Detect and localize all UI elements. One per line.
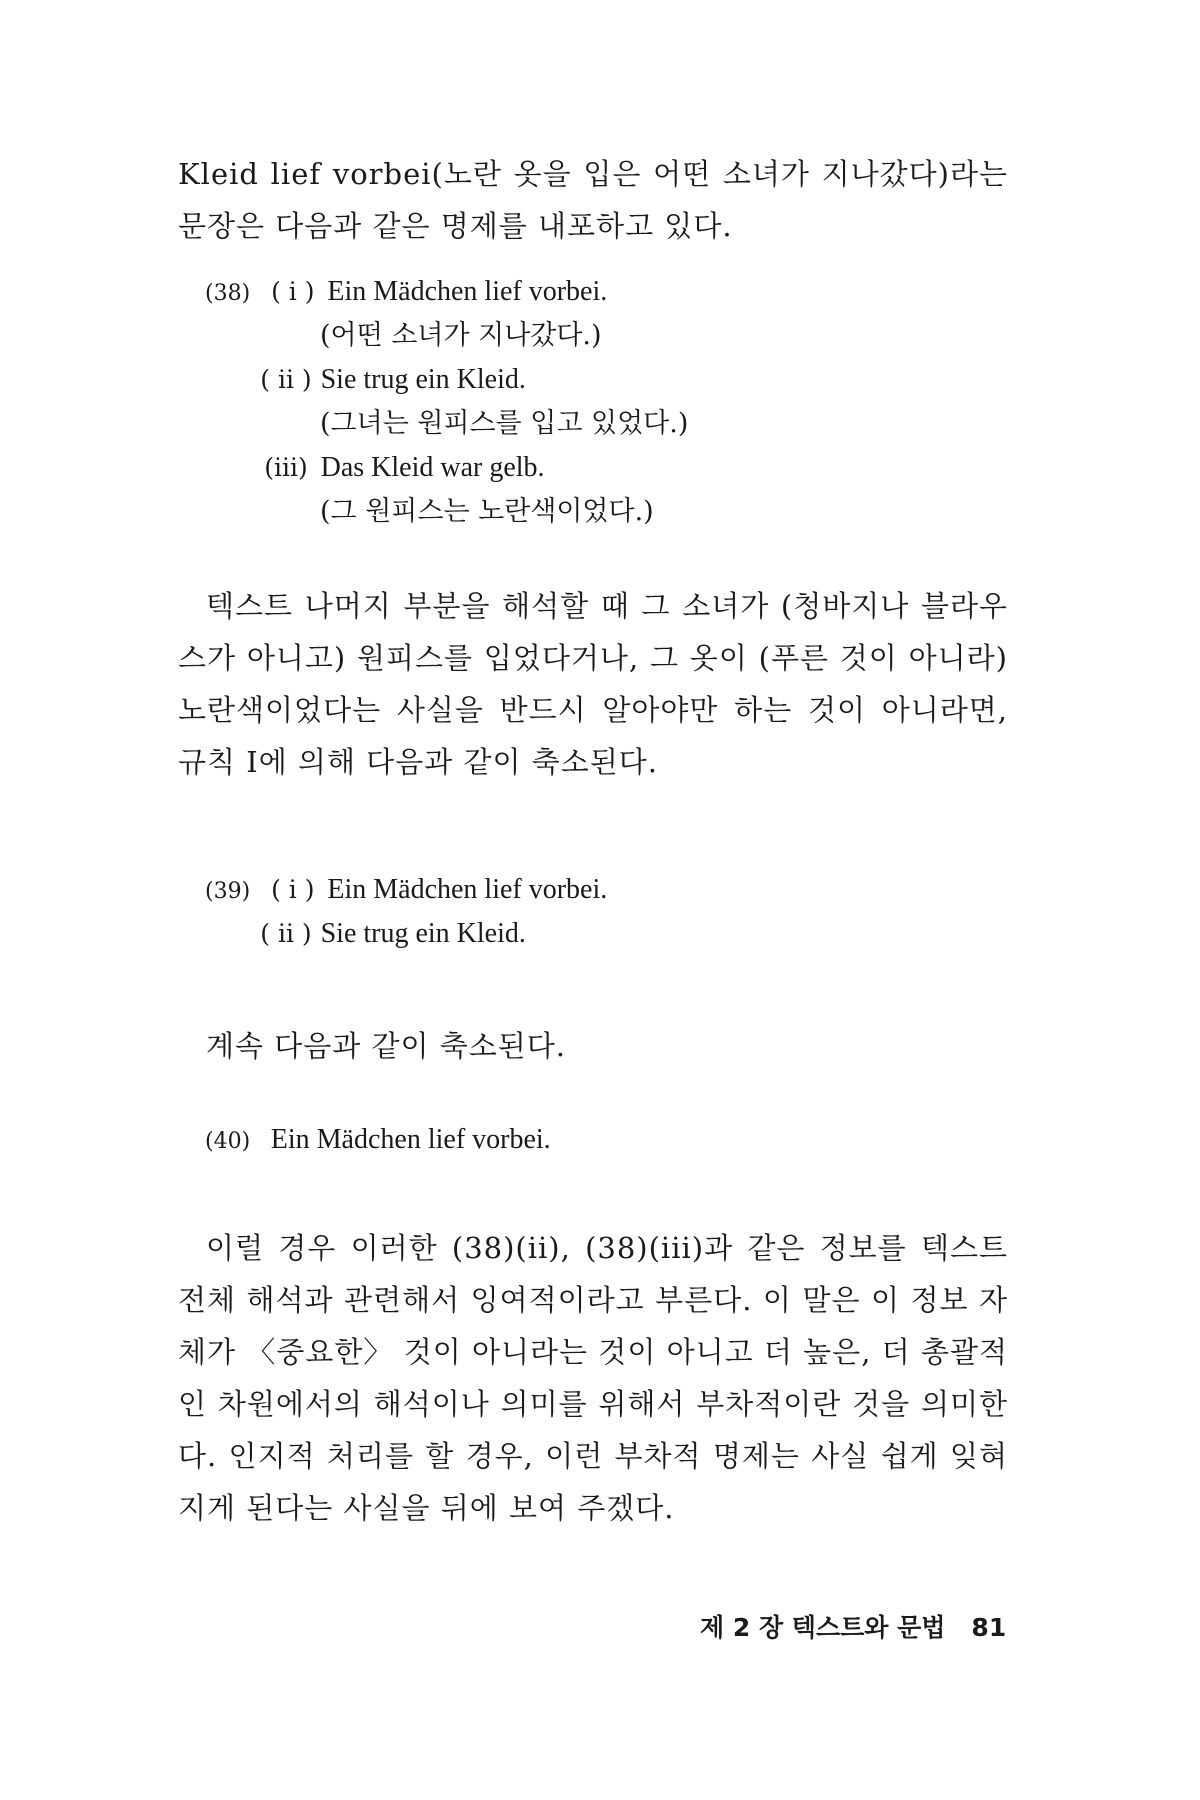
- paragraph-intro: Kleid lief vorbei(노란 옷을 입은 어떤 소녀가 지나갔다)라는 문장은 다음과 같은 명제를 내포하고 있다.: [178, 157, 1008, 243]
- paragraph-redundancy: 이럴 경우 이러한 (38)(ii), (38)(iii)과 같은 정보를 텍스트 전체 해석과 관련해서 잉여적이라고 부른다. 이 말은 이 정보 자체가 〈중요한〉 것이 아니라는 것이 아니고 더 높은, 더 총괄적인 차원에서의 해석이나 의미를 위해서 부차적이란 것을 의미한다. 인지적 처리를 할 경우, 이런 부차적 명제는 사실 쉽게 잊혀지게 된다는 사실을 뒤에 보여 주겠다.: [178, 1231, 1008, 1525]
- example-number: (39): [205, 879, 251, 904]
- page-number: 81: [971, 1613, 1007, 1642]
- example-39-line-2: [260, 912, 526, 956]
- example-39-line-1: [205, 868, 607, 914]
- example-german-sentence: Ein Mädchen lief vorbei.: [327, 874, 608, 905]
- example-german-sentence: Ein Mädchen lief vorbei.: [327, 276, 608, 307]
- paragraph-reduction: 텍스트 나머지 부분을 해석할 때 그 소녀가 (청바지나 블라우스가 아니고) 원피스를 입었다거나, 그 옷이 (푸른 것이 아니라) 노란색이었다는 사실을 반드시 알아야만 하는 것이 아니라면, 규칙 Ⅰ에 의해 다음과 같이 축소된다.: [178, 589, 1008, 779]
- chapter-title: 제 2 장 텍스트와 문법: [700, 1613, 946, 1642]
- example-item-label: ( i ): [271, 277, 315, 306]
- example-38-line-3: [260, 358, 526, 402]
- example-item-label: ( ii ): [260, 919, 312, 948]
- example-german-sentence: Das Kleid war gelb.: [320, 452, 545, 483]
- example-number: (40): [205, 1129, 251, 1154]
- example-38-line-2: (어떤 소녀가 지나갔다.): [320, 320, 602, 351]
- example-item-label: (iii): [264, 453, 308, 482]
- example-item-label: ( ii ): [260, 365, 312, 394]
- paragraph-continued-reduction: 계속 다음과 같이 축소된다.: [206, 1029, 567, 1063]
- example-german-sentence: Sie trug ein Kleid.: [320, 364, 526, 395]
- example-38-line-1: [205, 270, 607, 316]
- example-38-line-5: [260, 446, 545, 490]
- example-german-sentence: Ein Mädchen lief vorbei.: [270, 1124, 551, 1155]
- example-number: (38): [205, 281, 251, 306]
- example-item-label: ( i ): [271, 875, 315, 904]
- example-german-sentence: Sie trug ein Kleid.: [320, 918, 526, 949]
- example-38-line-4: (그녀는 원피스를 입고 있었다.): [320, 408, 689, 439]
- example-38-line-6: (그 원피스는 노란색이었다.): [320, 496, 654, 527]
- page-footer: [700, 1608, 1007, 1644]
- example-40-line: [205, 1118, 551, 1164]
